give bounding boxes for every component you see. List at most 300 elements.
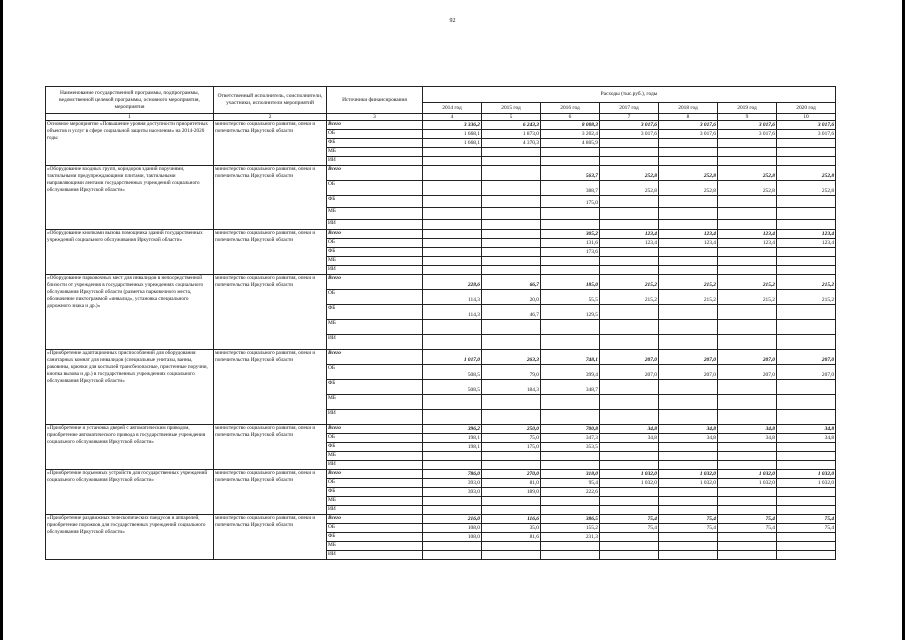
expense-value: [600, 320, 659, 335]
expense-value: 3 017,6: [659, 130, 718, 139]
page-number: 92: [449, 18, 456, 24]
header-name: Наименование государственной программы, подпрограммы, ведомственной целевой программы, основного мероприятия, мероприятия: [46, 87, 214, 114]
expense-value: 207,0: [718, 365, 777, 380]
table-body: [46, 121, 836, 560]
expense-value: 173,6: [541, 248, 600, 257]
expense-value: 198,1: [423, 434, 482, 443]
expense-value: 1 032,0: [659, 479, 718, 488]
funding-source: ОБ: [327, 434, 423, 443]
expense-value: [659, 139, 718, 148]
event-name: «Приобретение адаптационных приспособлений для оборудования санитарных комнат для инвалидов (специальные унитазы, ванны, раковины, крючки для костылей трансбезопасные, пристенные поручни, кнопка вызова и др.) в государственных учреждениях социального обслуживания Иркутской области»: [46, 350, 214, 425]
expense-value: 3 017,6: [659, 121, 718, 130]
expense-value: [600, 196, 659, 208]
expense-value: 216,0: [423, 515, 482, 524]
expense-value: [423, 461, 482, 470]
expense-value: 252,8: [718, 166, 777, 181]
expense-value: [482, 497, 541, 506]
expense-value: [600, 208, 659, 220]
expense-value: 386,5: [541, 515, 600, 524]
funding-source: МБ: [327, 320, 423, 335]
expense-value: 198,1: [423, 443, 482, 452]
expense-value: 252,8: [600, 166, 659, 181]
header-column-number: 9: [718, 114, 777, 121]
funding-source: ИИ: [327, 410, 423, 425]
funding-source: ОБ: [327, 365, 423, 380]
expense-value: [600, 257, 659, 266]
expense-value: 353,5: [541, 443, 600, 452]
expense-value: 81,6: [482, 533, 541, 542]
expense-value: 1 032,0: [600, 470, 659, 479]
expense-value: [600, 157, 659, 166]
expense-value: 116,6: [482, 515, 541, 524]
funding-source: МБ: [327, 395, 423, 410]
expense-value: [777, 497, 836, 506]
expense-value: [600, 461, 659, 470]
expense-value: [423, 506, 482, 515]
expense-value: [777, 443, 836, 452]
expense-value: 175,0: [541, 196, 600, 208]
expense-value: 3 017,6: [600, 130, 659, 139]
header-year: 2018 год: [659, 103, 718, 114]
expense-value: [718, 320, 777, 335]
expense-value: [600, 266, 659, 275]
funding-source: ФБ: [327, 533, 423, 542]
expense-value: 75,4: [777, 524, 836, 533]
expense-value: [659, 443, 718, 452]
expense-value: [718, 410, 777, 425]
funding-source: ИИ: [327, 157, 423, 166]
header-column-number: 6: [541, 114, 600, 121]
expense-value: [482, 220, 541, 230]
expense-value: [423, 208, 482, 220]
expense-value: [423, 320, 482, 335]
expense-value: [541, 395, 600, 410]
expense-value: 1 032,0: [718, 479, 777, 488]
expense-value: [718, 148, 777, 157]
responsible-executor: министерство социального развития, опеки и попечительства Иркутской области: [214, 166, 327, 230]
expense-value: [777, 139, 836, 148]
expense-value: 1 032,0: [718, 470, 777, 479]
expense-value: [541, 542, 600, 551]
expense-value: 748,1: [541, 350, 600, 365]
expense-value: 75,4: [659, 524, 718, 533]
responsible-executor: министерство социального развития, опеки и попечительства Иркутской области: [214, 425, 327, 470]
expense-value: 75,4: [718, 515, 777, 524]
expense-value: [600, 139, 659, 148]
expense-value: 34,8: [777, 434, 836, 443]
expense-value: 3 017,6: [777, 121, 836, 130]
expense-value: 75,4: [718, 524, 777, 533]
expense-value: [718, 452, 777, 461]
table-row: [46, 515, 836, 524]
expense-value: [659, 542, 718, 551]
expense-value: [482, 452, 541, 461]
expense-value: 318,0: [541, 470, 600, 479]
expense-value: 55,5: [541, 290, 600, 305]
expense-value: [600, 335, 659, 350]
expense-value: 207,0: [777, 350, 836, 365]
expense-value: 393,0: [423, 479, 482, 488]
expense-value: [659, 410, 718, 425]
expense-value: 207,0: [600, 365, 659, 380]
expense-value: [482, 166, 541, 181]
header-source: Источники финансирования: [327, 87, 423, 114]
expense-value: 108,0: [423, 524, 482, 533]
expense-value: [423, 551, 482, 560]
funding-source: ФБ: [327, 488, 423, 497]
responsible-executor: министерство социального развития, опеки и попечительства Иркутской области: [214, 350, 327, 425]
expense-value: [718, 443, 777, 452]
expense-value: [659, 196, 718, 208]
expense-value: 393,0: [423, 488, 482, 497]
expense-value: [659, 380, 718, 395]
expense-value: [777, 266, 836, 275]
funding-source: Всего: [327, 515, 423, 524]
expense-value: [718, 380, 777, 395]
expense-value: [482, 410, 541, 425]
expense-value: [600, 551, 659, 560]
expense-value: 75,4: [600, 524, 659, 533]
expense-value: 786,0: [423, 470, 482, 479]
funding-source: МБ: [327, 452, 423, 461]
funding-source: ОБ: [327, 290, 423, 305]
header-year: 2014 год: [423, 103, 482, 114]
expense-value: [777, 542, 836, 551]
funding-source: ОБ: [327, 524, 423, 533]
expense-value: [600, 488, 659, 497]
expense-value: 123,4: [600, 230, 659, 239]
expense-value: [541, 257, 600, 266]
expense-value: 34,8: [659, 434, 718, 443]
funding-source: ИИ: [327, 335, 423, 350]
expense-value: [659, 320, 718, 335]
expense-value: [718, 208, 777, 220]
expense-value: [482, 230, 541, 239]
expense-value: 114,3: [423, 290, 482, 305]
expense-value: 123,4: [659, 230, 718, 239]
responsible-executor: министерство социального развития, опеки и попечительства Иркутской области: [214, 515, 327, 560]
expense-value: [659, 497, 718, 506]
expense-value: [659, 506, 718, 515]
expense-value: [423, 148, 482, 157]
expense-value: [659, 148, 718, 157]
expense-value: [600, 410, 659, 425]
expense-value: 129,5: [541, 305, 600, 320]
expense-value: [777, 533, 836, 542]
expense-value: [718, 533, 777, 542]
expense-value: 252,8: [777, 166, 836, 181]
expense-value: 388,7: [541, 181, 600, 196]
header-column-number: 4: [423, 114, 482, 121]
expense-value: 207,0: [718, 350, 777, 365]
expense-value: 215,2: [659, 290, 718, 305]
expense-value: [600, 220, 659, 230]
expense-value: 75,0: [482, 434, 541, 443]
expense-value: 1 032,0: [659, 470, 718, 479]
expense-value: 75,4: [659, 515, 718, 524]
table-row: [46, 121, 836, 130]
expense-value: [541, 266, 600, 275]
header-column-number: 1: [46, 114, 214, 121]
expense-value: [541, 157, 600, 166]
expense-value: 108,0: [423, 533, 482, 542]
expense-value: [423, 335, 482, 350]
event-name: «Оборудование входных групп, коридоров зданий поручнями, тактильными предупреждающими плитами, тактильными направляющими лентами государственных учреждений социального обслуживания Иркутской области»: [46, 166, 214, 230]
expense-value: [423, 157, 482, 166]
header-column-number: 3: [327, 114, 423, 121]
event-name: «Оборудование парковочных мест для инвалидов в непосредственной близости от учреждения в государственных учреждениях социального обслуживания Иркутской области (разметка парковочного места, обозначение пиктограммой «инвалид», установка специального дорожного знака и др.)»: [46, 275, 214, 350]
expense-value: 123,4: [777, 230, 836, 239]
expense-value: [659, 488, 718, 497]
expense-value: 508,5: [423, 365, 482, 380]
expense-value: [777, 320, 836, 335]
expense-value: 215,2: [718, 275, 777, 290]
expense-value: 252,8: [659, 181, 718, 196]
expense-value: 215,2: [777, 290, 836, 305]
expense-value: [482, 239, 541, 248]
expense-value: 123,4: [600, 239, 659, 248]
header-column-numbers: [46, 114, 836, 121]
expense-value: [600, 452, 659, 461]
expense-value: 231,3: [541, 533, 600, 542]
header-responsible: Ответственный исполнитель, соисполнители, участники, исполнители мероприятий: [214, 87, 327, 114]
expense-value: [777, 380, 836, 395]
expense-value: [659, 248, 718, 257]
expense-value: 4 805,9: [541, 139, 600, 148]
expense-value: [482, 248, 541, 257]
expense-value: 6 243,3: [482, 121, 541, 130]
expense-value: [423, 497, 482, 506]
expense-value: 399,4: [541, 365, 600, 380]
expense-value: 1 032,0: [777, 479, 836, 488]
expense-value: [659, 220, 718, 230]
header-expenses: Расходы (тыс.руб.), годы: [423, 87, 836, 103]
expense-value: 252,8: [659, 166, 718, 181]
responsible-executor: министерство социального развития, опеки и попечительства Иркутской области: [214, 121, 327, 166]
header-column-number: 8: [659, 114, 718, 121]
funding-source: ОБ: [327, 130, 423, 139]
expense-value: 1 032,0: [600, 479, 659, 488]
expense-value: [423, 196, 482, 208]
expense-value: 184,3: [482, 380, 541, 395]
event-name: Основное мероприятие «Повышение уровня доступности приоритетных объектов и услуг в сфере социальной защиты населения» на 2014-2020 годы: [46, 121, 214, 166]
funding-source: ФБ: [327, 380, 423, 395]
expense-value: [718, 335, 777, 350]
funding-source: ИИ: [327, 266, 423, 275]
funding-source: ИИ: [327, 461, 423, 470]
expense-value: [600, 305, 659, 320]
expense-value: [423, 181, 482, 196]
expense-value: 270,0: [482, 470, 541, 479]
responsible-executor: министерство социального развития, опеки и попечительства Иркутской области: [214, 470, 327, 515]
expense-value: 35,0: [482, 524, 541, 533]
expense-value: [659, 461, 718, 470]
expense-value: 207,0: [600, 350, 659, 365]
expense-value: 3 336,2: [423, 121, 482, 130]
expense-value: [659, 305, 718, 320]
expense-value: 396,2: [423, 425, 482, 434]
funding-source: ИИ: [327, 506, 423, 515]
expense-value: [718, 305, 777, 320]
expense-value: [423, 395, 482, 410]
expense-value: [600, 533, 659, 542]
expense-value: [777, 196, 836, 208]
expense-value: 1 668,1: [423, 130, 482, 139]
expense-value: [423, 220, 482, 230]
expense-value: [423, 266, 482, 275]
expense-value: 207,0: [659, 365, 718, 380]
expense-value: 207,0: [777, 365, 836, 380]
expense-value: [541, 148, 600, 157]
expense-value: [718, 196, 777, 208]
table-row: [46, 166, 836, 181]
expense-value: 263,3: [482, 350, 541, 365]
expense-value: [659, 157, 718, 166]
expense-value: 563,7: [541, 166, 600, 181]
expense-value: 252,8: [600, 181, 659, 196]
expense-value: [541, 335, 600, 350]
expense-value: [423, 452, 482, 461]
expense-value: [777, 157, 836, 166]
expense-value: [482, 320, 541, 335]
expense-value: 155,2: [541, 524, 600, 533]
expense-value: [482, 461, 541, 470]
expense-value: [423, 239, 482, 248]
expense-value: [659, 395, 718, 410]
expense-value: [541, 452, 600, 461]
funding-source: ФБ: [327, 305, 423, 320]
table-header: [46, 87, 836, 121]
expense-value: [541, 551, 600, 560]
expense-value: [718, 497, 777, 506]
expense-value: [659, 452, 718, 461]
expense-value: [777, 148, 836, 157]
table-row: [46, 350, 836, 365]
expense-value: [718, 139, 777, 148]
header-column-number: 5: [482, 114, 541, 121]
expense-value: [718, 266, 777, 275]
expense-value: [600, 380, 659, 395]
expense-value: [423, 257, 482, 266]
expense-value: [482, 266, 541, 275]
expense-value: [482, 551, 541, 560]
responsible-executor: министерство социального развития, опеки и попечительства Иркутской области: [214, 230, 327, 275]
expense-value: [423, 410, 482, 425]
expense-value: [600, 443, 659, 452]
expense-value: [777, 305, 836, 320]
expense-value: 348,7: [541, 380, 600, 395]
expense-value: [600, 497, 659, 506]
scan-edge-left: [0, 0, 3, 640]
expense-value: [482, 506, 541, 515]
expense-value: 700,8: [541, 425, 600, 434]
funding-source: Всего: [327, 350, 423, 365]
expense-value: [777, 395, 836, 410]
expense-value: 81,0: [482, 479, 541, 488]
expense-value: 252,8: [777, 181, 836, 196]
expense-value: 34,8: [600, 434, 659, 443]
funding-source: ФБ: [327, 196, 423, 208]
expense-value: [541, 497, 600, 506]
expense-value: 75,4: [600, 515, 659, 524]
expense-value: 3 017,6: [718, 130, 777, 139]
expense-value: 3 017,6: [600, 121, 659, 130]
table-row: [46, 425, 836, 434]
header-year: 2016 год: [541, 103, 600, 114]
header-year: 2020 год: [777, 103, 836, 114]
header-column-number: 7: [600, 114, 659, 121]
expense-value: 175,0: [482, 443, 541, 452]
expense-value: [718, 551, 777, 560]
funding-source: ОБ: [327, 239, 423, 248]
table-row: [46, 275, 836, 290]
expense-value: 3 017,6: [777, 130, 836, 139]
expense-value: [482, 335, 541, 350]
expense-value: [659, 335, 718, 350]
expense-value: 123,4: [718, 239, 777, 248]
expense-value: 46,7: [482, 305, 541, 320]
funding-source: МБ: [327, 208, 423, 220]
funding-source: Всего: [327, 121, 423, 130]
expense-value: 34,8: [718, 434, 777, 443]
expense-value: [482, 257, 541, 266]
expense-value: [600, 506, 659, 515]
expense-value: 305,2: [541, 230, 600, 239]
expense-value: [777, 452, 836, 461]
expense-value: [482, 157, 541, 166]
expense-value: [482, 208, 541, 220]
expense-value: [482, 196, 541, 208]
event-name: «Приобретение и установка дверей с автоматическим приводом, приобретение автоматического привода в государственные учреждения социального обслуживания Иркутской области»: [46, 425, 214, 470]
expense-value: 250,0: [482, 425, 541, 434]
expense-value: [718, 542, 777, 551]
expense-value: [659, 257, 718, 266]
funding-source: ИИ: [327, 220, 423, 230]
expense-value: [777, 335, 836, 350]
expense-value: [777, 488, 836, 497]
funding-source: ФБ: [327, 443, 423, 452]
expense-value: 207,0: [659, 350, 718, 365]
expense-value: 1 668,1: [423, 139, 482, 148]
expense-value: 66,7: [482, 275, 541, 290]
expense-value: [482, 148, 541, 157]
expense-value: 123,4: [718, 230, 777, 239]
event-name: «Оборудование кнопками вызова помощника зданий государственных учреждений социального обслуживания Иркутской области»: [46, 230, 214, 275]
expense-value: [541, 506, 600, 515]
expense-value: [777, 410, 836, 425]
funding-source: ОБ: [327, 479, 423, 488]
expense-value: [482, 181, 541, 196]
expense-value: [777, 257, 836, 266]
expense-value: 222,6: [541, 488, 600, 497]
expense-value: [718, 506, 777, 515]
expense-value: 123,4: [777, 239, 836, 248]
expense-value: 1 017,0: [423, 350, 482, 365]
expense-value: 123,4: [659, 239, 718, 248]
funding-source: Всего: [327, 470, 423, 479]
expense-value: [541, 461, 600, 470]
expense-value: [659, 551, 718, 560]
expense-value: [777, 551, 836, 560]
expense-value: [541, 410, 600, 425]
expense-value: [482, 542, 541, 551]
header-year: 2015 год: [482, 103, 541, 114]
expense-value: [777, 506, 836, 515]
expense-value: [541, 220, 600, 230]
expense-value: [718, 395, 777, 410]
funding-source: ФБ: [327, 248, 423, 257]
expense-value: 4 370,3: [482, 139, 541, 148]
